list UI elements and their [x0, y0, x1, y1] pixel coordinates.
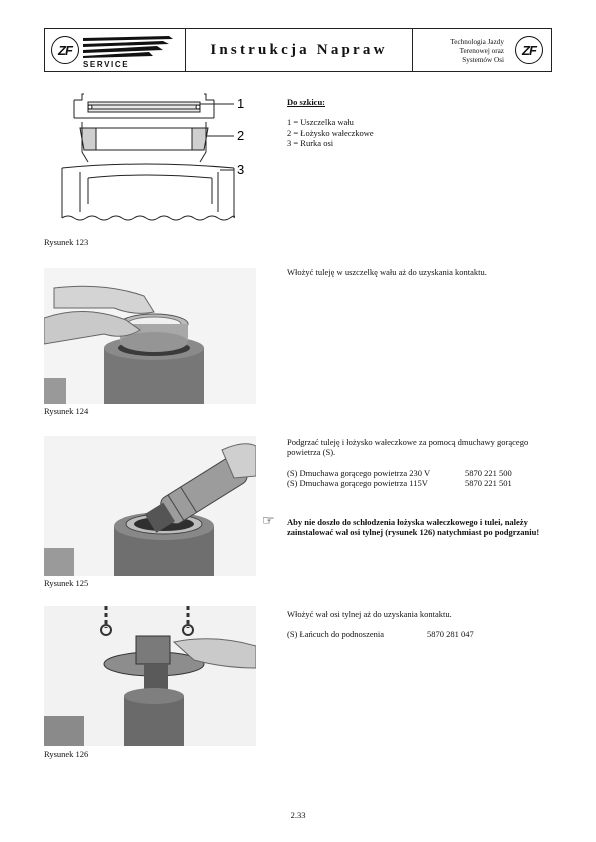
caption-123: Rysunek 123	[44, 237, 89, 247]
zf-service-logo	[45, 29, 186, 71]
tool-name: (S) Łańcuch do podnoszenia	[287, 629, 385, 640]
pointing-hand-icon: ☞	[262, 513, 275, 529]
callout-3: 3	[237, 162, 245, 177]
tool-row	[287, 478, 549, 488]
step-126-text	[287, 609, 549, 640]
step-125-text	[287, 437, 549, 489]
tool-name: (S) Dmuchawa gorącego powietrza 115V	[287, 478, 428, 489]
tool-number: 5870 281 047	[427, 629, 474, 640]
header-subtitle: Technologia Jazdy Terenowej oraz Systemów Osi	[450, 38, 504, 64]
step-124-text: Włożyć tuleję w uszczelkę wału aż do uzyskania kontaktu.	[287, 267, 487, 277]
legend-item-3: 3 = Rurka osi	[287, 138, 334, 149]
zf-logo-icon-right: ZF	[515, 36, 543, 64]
step-126-instruction: Włożyć wał osi tylnej aż do uzyskania kontaktu.	[287, 609, 452, 619]
figure-125-photo	[44, 436, 256, 576]
header-right	[413, 29, 551, 71]
document-title: Instrukcja Napraw	[186, 29, 413, 71]
tool-name: (S) Dmuchawa gorącego powietrza 230 V	[287, 467, 431, 478]
warning-note: Aby nie doszło do schłodzenia łożyska wałeczkowego i tulei, należy zainstalować wał osi tylnej (rysunek 126) natychmiast po podgrzaniu!	[287, 517, 540, 538]
page-header	[44, 28, 552, 72]
legend-title: Do szkicu:	[287, 97, 326, 107]
tool-row	[287, 468, 549, 478]
tool-row	[287, 629, 549, 639]
legend-item-1: 1 = Uszczelka wału	[287, 117, 354, 128]
caption-125: Rysunek 125	[44, 578, 89, 588]
service-stripes-icon	[83, 35, 179, 59]
caption-126: Rysunek 126	[44, 749, 89, 759]
tool-number: 5870 221 501	[465, 478, 512, 489]
figure-123-sketch	[44, 92, 256, 232]
page-number: 2.33	[290, 810, 306, 820]
zf-logo-icon: ZF	[51, 36, 79, 64]
legend-item-2: 2 = Łożysko wałeczkowe	[287, 127, 374, 138]
figure-124-photo	[44, 268, 256, 404]
step-125-instruction: Podgrzać tuleję i łożysko wałeczkowe za pomocą dmuchawy gorącego powietrza (S).	[287, 437, 529, 458]
callout-1: 1	[237, 96, 245, 111]
service-label: SERVICE	[83, 60, 130, 69]
tool-number: 5870 221 500	[465, 467, 512, 478]
caption-124: Rysunek 124	[44, 406, 89, 416]
callout-2: 2	[237, 128, 245, 143]
figure-126-photo	[44, 606, 256, 746]
sketch-legend	[287, 97, 549, 149]
